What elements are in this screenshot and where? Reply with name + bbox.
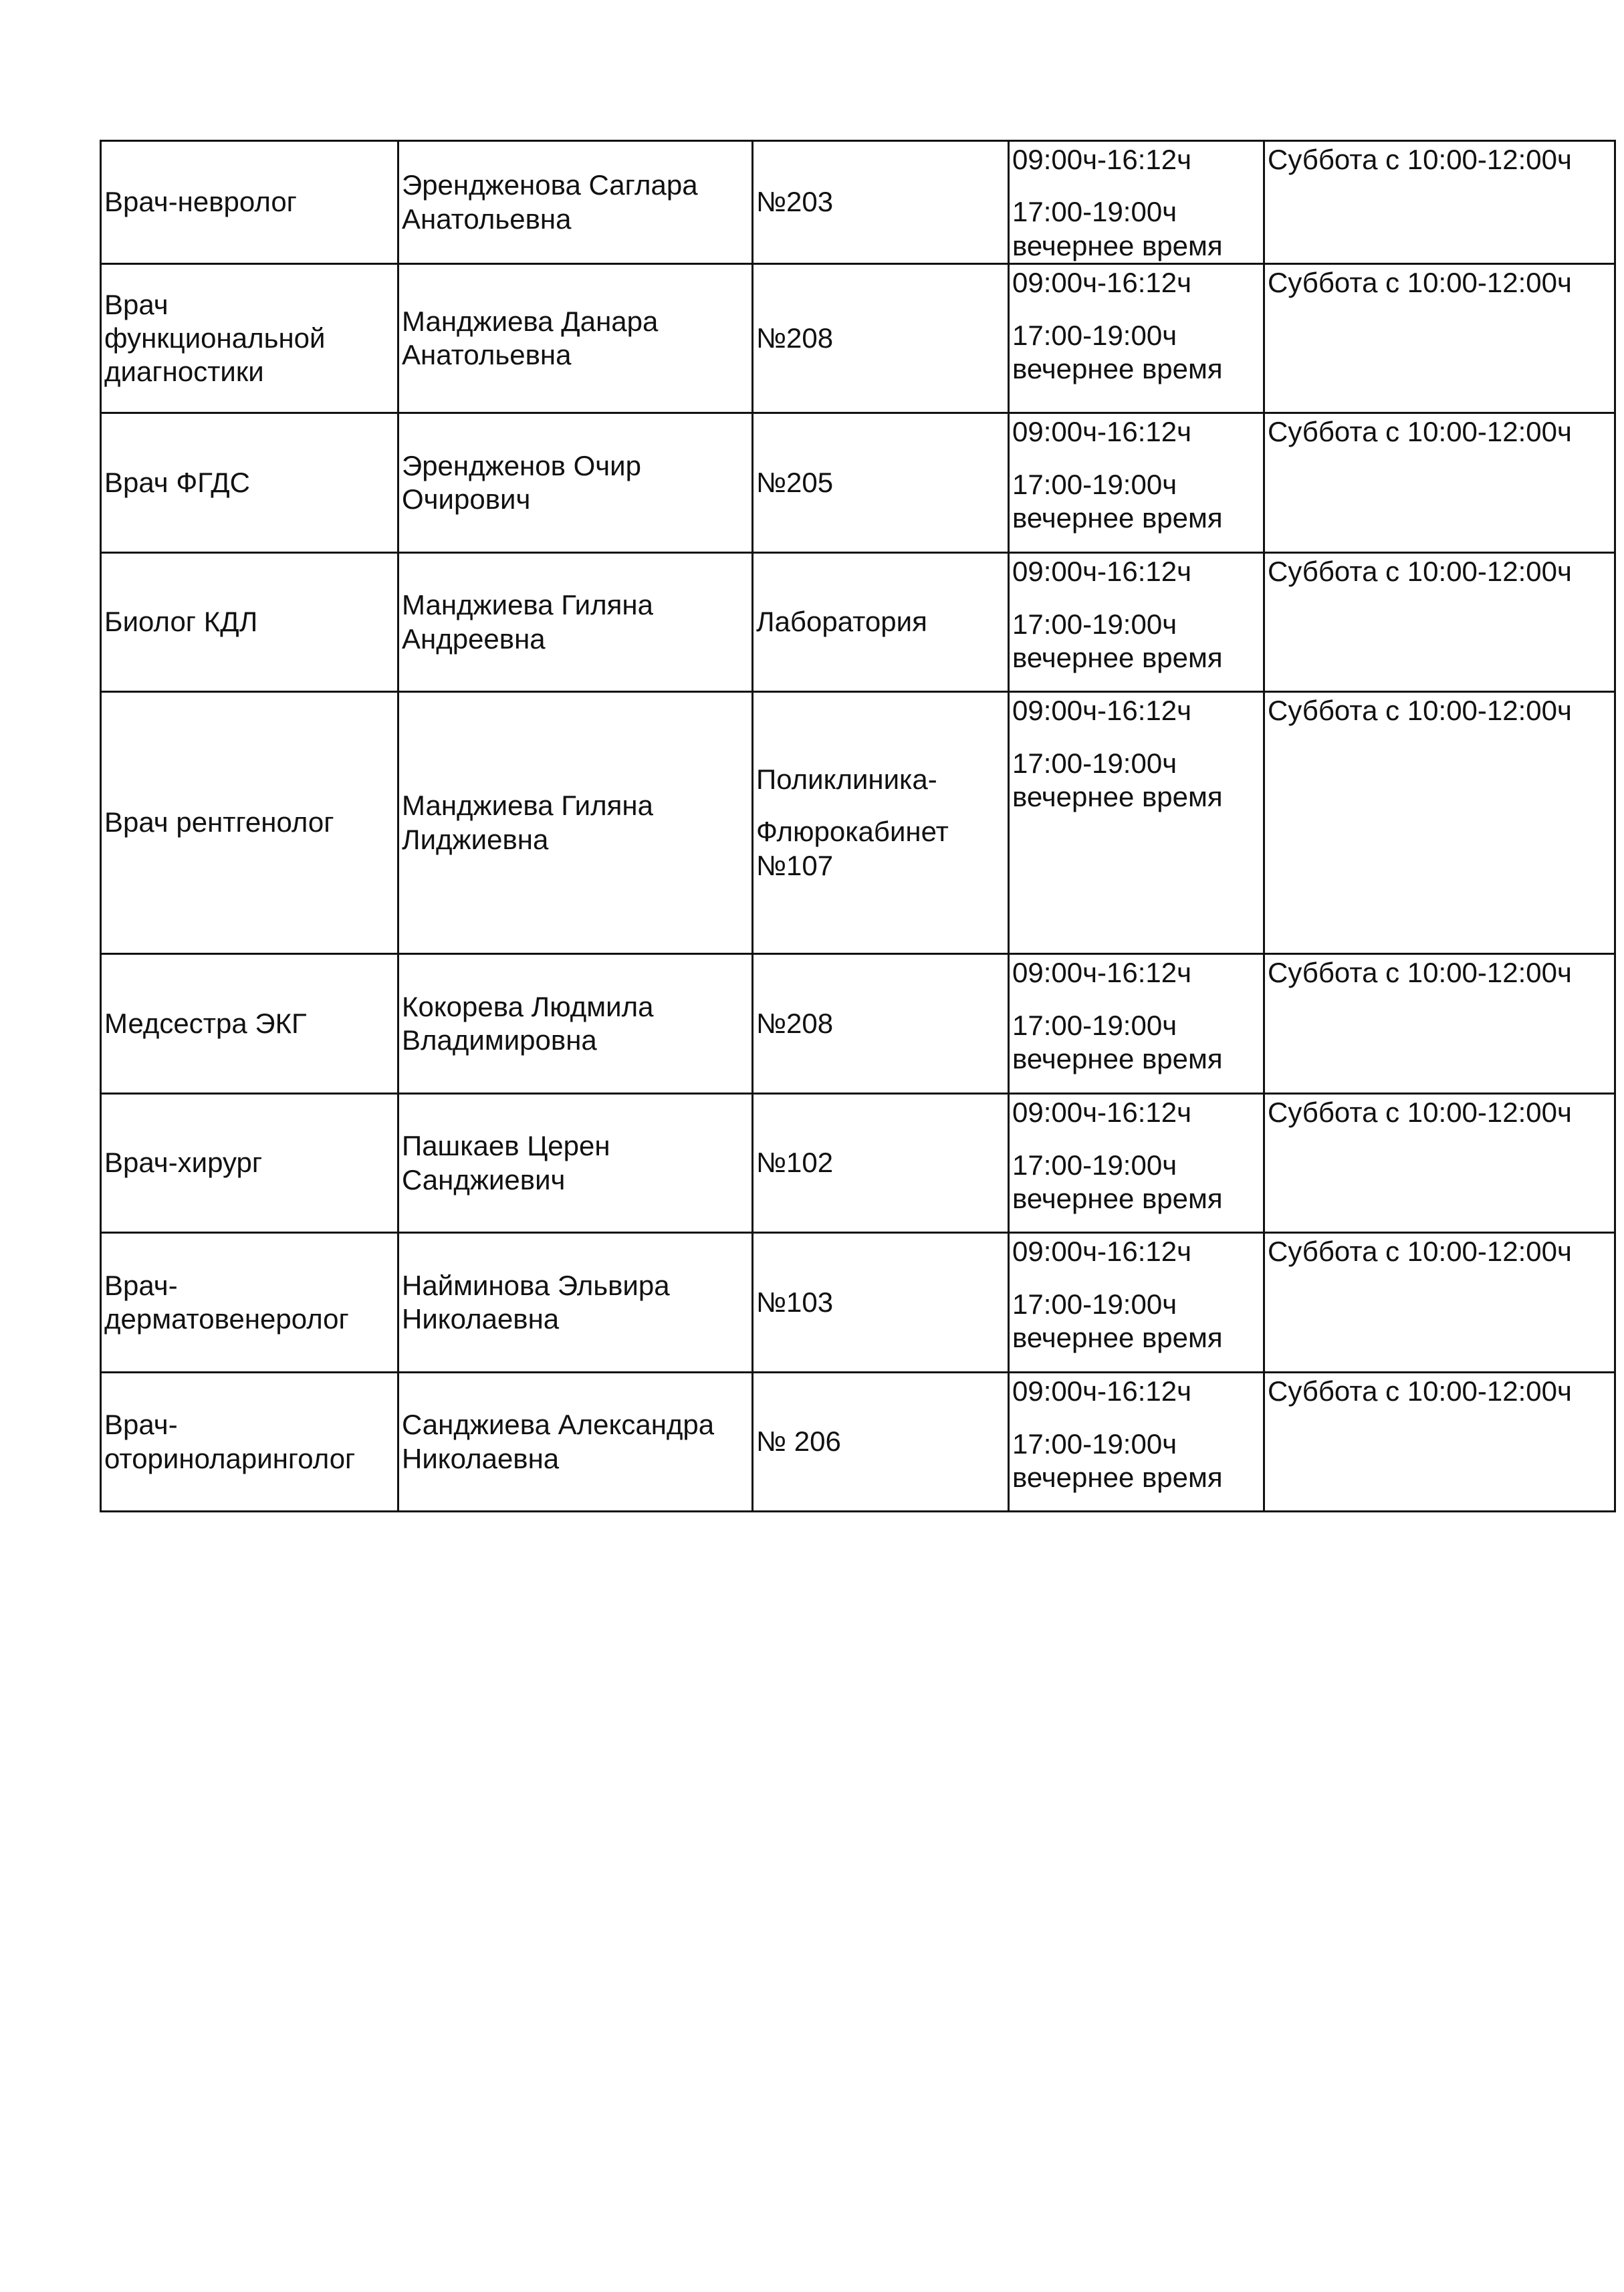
hours-evening: 17:00-19:00ч вечернее время	[1012, 468, 1223, 534]
position-cell: Врач-оториноларинголог	[101, 1373, 398, 1512]
table-row	[101, 553, 1615, 692]
cabinet-cell: Лаборатория	[753, 553, 1009, 692]
name-cell: Манджиева Данара Анатольевна	[398, 264, 753, 413]
table-row	[101, 413, 1615, 553]
hours-evening: 17:00-19:00ч вечернее время	[1012, 196, 1223, 261]
saturday-cell: Суббота с 10:00-12:00ч	[1264, 264, 1615, 413]
saturday-cell: Суббота с 10:00-12:00ч	[1264, 553, 1615, 692]
table-row	[101, 1233, 1615, 1373]
saturday-cell: Суббота с 10:00-12:00ч	[1264, 413, 1615, 553]
hours-day: 09:00ч-16:12ч	[1012, 144, 1191, 175]
hours-evening: 17:00-19:00ч вечернее время	[1012, 319, 1223, 384]
hours-cell	[1009, 1094, 1264, 1233]
cabinet-line: Флюрокабинет №107	[756, 816, 949, 881]
saturday-cell: Суббота с 10:00-12:00ч	[1264, 1094, 1615, 1233]
hours-cell	[1009, 413, 1264, 553]
name-cell: Эренджeнов Очир Очирович	[398, 413, 753, 553]
position-cell: Врач рентгенолог	[101, 692, 398, 954]
name-cell: Пашкаев Церен Санджиевич	[398, 1094, 753, 1233]
hours-cell	[1009, 264, 1264, 413]
cabinet-cell: №102	[753, 1094, 1009, 1233]
staff-schedule-table	[100, 140, 1616, 1512]
hours-cell	[1009, 1233, 1264, 1373]
saturday-cell: Суббота с 10:00-12:00ч	[1264, 1373, 1615, 1512]
saturday-cell: Суббота с 10:00-12:00ч	[1264, 954, 1615, 1094]
table-row	[101, 1094, 1615, 1233]
hours-day: 09:00ч-16:12ч	[1012, 556, 1191, 588]
hours-day: 09:00ч-16:12ч	[1012, 1097, 1191, 1129]
position-cell: Врач ФГДС	[101, 413, 398, 553]
cabinet-cell: № 206	[753, 1373, 1009, 1512]
name-cell: Найминова Эльвира Николаевна	[398, 1233, 753, 1373]
cabinet-cell: №203	[753, 141, 1009, 264]
hours-evening: 17:00-19:00ч вечернее время	[1012, 1149, 1223, 1214]
cabinet-line: Поликлиника-	[756, 764, 937, 796]
position-cell: Врач-хирург	[101, 1094, 398, 1233]
table-row	[101, 954, 1615, 1094]
saturday-cell: Суббота с 10:00-12:00ч	[1264, 141, 1615, 264]
hours-evening: 17:00-19:00ч вечернее время	[1012, 1288, 1223, 1353]
table-row	[101, 264, 1615, 413]
position-cell: Врач-невролог	[101, 141, 398, 264]
cabinet-cell: №208	[753, 264, 1009, 413]
position-cell: Врач-дерматовенеролог	[101, 1233, 398, 1373]
hours-evening: 17:00-19:00ч вечернее время	[1012, 1427, 1223, 1493]
hours-day: 09:00ч-16:12ч	[1012, 267, 1191, 299]
name-cell: Манджиева Гиляна Лиджиевна	[398, 692, 753, 954]
hours-cell	[1009, 553, 1264, 692]
position-cell: Биолог КДЛ	[101, 553, 398, 692]
hours-cell	[1009, 1373, 1264, 1512]
cabinet-cell	[753, 692, 1009, 954]
hours-day: 09:00ч-16:12ч	[1012, 695, 1191, 727]
name-cell: Санджиева Александра Николаевна	[398, 1373, 753, 1512]
name-cell: Кокорева Людмила Владимировна	[398, 954, 753, 1094]
hours-cell	[1009, 141, 1264, 264]
hours-evening: 17:00-19:00ч вечернее время	[1012, 747, 1223, 812]
position-cell: Медсестра ЭКГ	[101, 954, 398, 1094]
table-row	[101, 1373, 1615, 1512]
table-row	[101, 141, 1615, 264]
hours-day: 09:00ч-16:12ч	[1012, 1375, 1191, 1407]
hours-evening: 17:00-19:00ч вечернее время	[1012, 608, 1223, 673]
saturday-cell: Суббота с 10:00-12:00ч	[1264, 1233, 1615, 1373]
hours-day: 09:00ч-16:12ч	[1012, 1236, 1191, 1268]
cabinet-cell: №205	[753, 413, 1009, 553]
cabinet-cell: №103	[753, 1233, 1009, 1373]
hours-cell	[1009, 692, 1264, 954]
position-cell: Врач функциональной диагностики	[101, 264, 398, 413]
hours-cell	[1009, 954, 1264, 1094]
name-cell: Манджиева Гиляна Андреевна	[398, 553, 753, 692]
cabinet-cell: №208	[753, 954, 1009, 1094]
name-cell: Эренджeнова Саглара Анатольевна	[398, 141, 753, 264]
saturday-cell: Суббота с 10:00-12:00ч	[1264, 692, 1615, 954]
table-row	[101, 692, 1615, 954]
hours-day: 09:00ч-16:12ч	[1012, 416, 1191, 448]
hours-evening: 17:00-19:00ч вечернее время	[1012, 1009, 1223, 1074]
hours-day: 09:00ч-16:12ч	[1012, 957, 1191, 989]
